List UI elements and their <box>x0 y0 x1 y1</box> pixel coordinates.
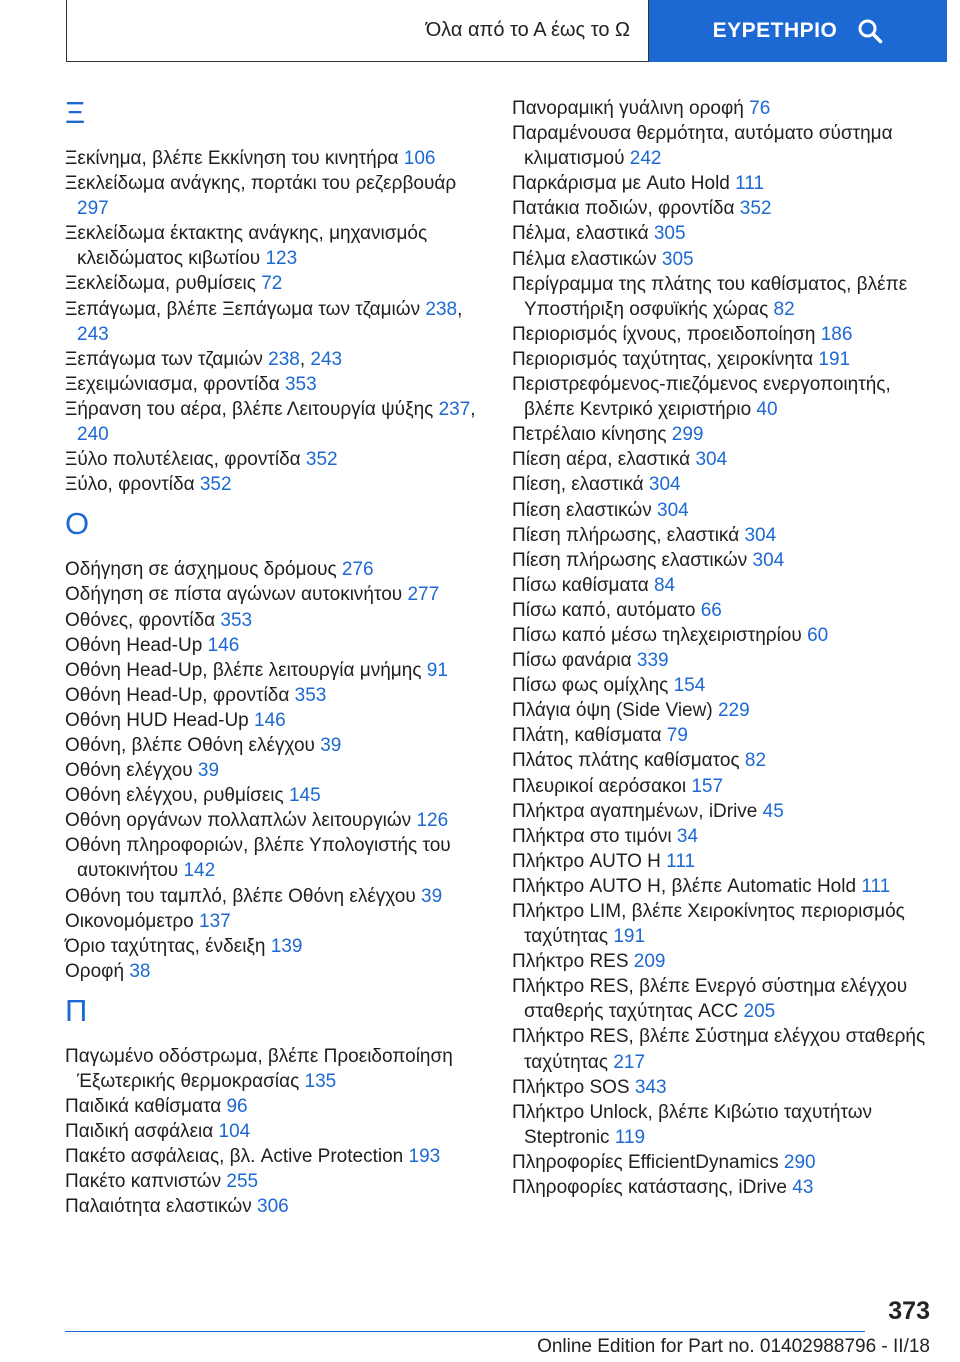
index-entry <box>512 422 932 447</box>
page-reference-link[interactable]: 299 <box>671 424 704 446</box>
index-entry-term: Οθόνη, βλέπε Οθόνη ελέγχου <box>65 734 315 756</box>
page-reference-link[interactable]: 304 <box>657 499 689 521</box>
index-entry <box>512 171 932 196</box>
index-entry <box>512 974 932 1024</box>
index-entry <box>512 96 932 121</box>
page-reference-link[interactable]: 255 <box>226 1171 259 1193</box>
page-reference-link[interactable]: 306 <box>257 1196 289 1218</box>
page-reference-link[interactable]: 139 <box>270 935 303 957</box>
index-entry-term: Οδήγηση σε πίστα αγώνων αυτοκινήτου <box>65 584 403 606</box>
page-reference-link[interactable]: 352 <box>305 449 338 471</box>
index-entry-term: Οθόνη οργάνων πολλαπλών λειτουργιών <box>65 810 412 832</box>
index-entry <box>65 557 485 582</box>
index-entry-term: Όριο ταχύτητας, ένδειξη <box>65 935 266 957</box>
tab-a-to-z[interactable] <box>66 0 649 62</box>
index-entry <box>512 949 932 974</box>
index-entry <box>512 447 932 472</box>
page-reference-link[interactable]: 353 <box>294 684 327 706</box>
page-reference-link[interactable]: 39 <box>197 760 220 782</box>
index-entry <box>512 221 932 246</box>
index-entry-term: Πατάκια ποδιών, φροντίδα <box>512 198 735 220</box>
index-entry-term: Ξεκίνημα, βλέπε Εκκίνηση του κινητήρα <box>65 148 399 169</box>
index-entry-term: Ξύλο πολυτέλειας, φροντίδα <box>65 449 301 471</box>
page-reference-link[interactable]: 145 <box>288 785 321 807</box>
index-entry-term: Οθόνη Head-Up, βλέπε λειτουργία μνήμης <box>65 659 422 681</box>
page-reference-link[interactable]: 209 <box>633 951 666 973</box>
index-entry-term: Πίεση, ελαστικά <box>512 474 644 496</box>
page-reference-link[interactable]: 243 <box>77 323 109 345</box>
index-entry-term: Ξεπάγωμα των τζαμιών <box>65 348 263 370</box>
page-reference-link[interactable]: 82 <box>744 750 767 772</box>
index-entry: Ξεπάγωμα, βλέπε Ξεπάγωμα των τζαμιών 238, 243 <box>65 298 463 345</box>
page-reference-link[interactable]: 123 <box>265 248 298 270</box>
page-reference-link[interactable]: 91 <box>426 659 448 681</box>
page-reference-link[interactable]: 238 <box>425 298 458 320</box>
page-reference-link[interactable]: 305 <box>661 248 694 270</box>
index-entry <box>65 1094 485 1119</box>
index-entry-term: Πετρέλαιο κίνησης <box>512 424 667 446</box>
index-entry <box>65 1044 485 1094</box>
index-entry <box>512 849 932 874</box>
index-entry-term: Πίεση πλήρωσης, ελαστικά <box>512 524 740 546</box>
index-entry <box>512 1150 932 1175</box>
page-reference-link[interactable]: 243 <box>310 348 343 370</box>
index-entry-term: Πέλμα ελαστικών <box>512 248 657 270</box>
page-reference-link[interactable]: 119 <box>614 1126 646 1148</box>
index-entry <box>512 774 932 799</box>
page-reference-link[interactable]: 240 <box>77 424 109 446</box>
index-entry <box>65 608 485 633</box>
index-entry <box>512 247 932 272</box>
tab-a-to-z-label: Όλα από το Α έως το Ω <box>425 19 630 41</box>
index-entry-term: Περιστρεφόμενος-πιεζόμενος ενεργοποιητής, βλέπε Κεντρικό χειριστήριο <box>512 374 891 421</box>
index-entry-term: Πλάγια όψη (Side View) <box>512 700 713 722</box>
index-entry-term: Ξεπάγωμα, βλέπε Ξεπάγωμα των τζαμιών <box>65 298 421 320</box>
index-entry <box>65 221 485 271</box>
index-entry <box>65 372 485 397</box>
index-entry <box>512 1175 932 1200</box>
footer-edition-text: Online Edition for Part no. 01402988796 - II/18 <box>537 1336 930 1357</box>
index-entry <box>512 698 932 723</box>
index-entry <box>512 548 932 573</box>
page-reference-link[interactable]: 111 <box>861 875 891 897</box>
page-reference-link[interactable]: 126 <box>416 810 449 832</box>
page-reference-link[interactable]: 353 <box>220 609 253 631</box>
page-reference-link[interactable]: 304 <box>744 524 777 546</box>
index-entry <box>65 683 485 708</box>
page-reference-link[interactable]: 146 <box>254 709 286 731</box>
page-reference-link[interactable]: 45 <box>762 800 784 822</box>
index-entry <box>65 1144 485 1169</box>
index-entry-term: Πληροφορίες κατάστασης, iDrive <box>512 1177 787 1199</box>
index-entry-term: Πίεση αέρα, ελαστικά <box>512 449 691 471</box>
index-entry <box>512 673 932 698</box>
index-entry-term: Πλήκτρο RES, βλέπε Σύστημα ελέγχου σταθερής ταχύτητας <box>512 1026 926 1073</box>
index-entry-term: Παιδική ασφάλεια <box>65 1121 214 1143</box>
page-reference-link[interactable]: 106 <box>403 148 436 169</box>
page-reference-link[interactable]: 343 <box>634 1076 667 1098</box>
page-reference-link[interactable]: 229 <box>717 700 750 722</box>
index-entry-term: Περίγραμμα της πλάτης του καθίσματος, βλέπε Υποστήριξη οσφυϊκής χώρας <box>512 273 908 320</box>
index-entry-term: Οθόνη πληροφοριών, βλέπε Υπολογιστής του αυτοκινήτου <box>65 835 451 882</box>
index-entry <box>512 1024 932 1074</box>
index-entry-term: Πίσω φως ομίχλης <box>512 675 669 697</box>
page-reference-link[interactable]: 39 <box>320 734 342 756</box>
page-reference-link[interactable]: 38 <box>129 960 151 982</box>
index-entry <box>512 1100 932 1150</box>
index-entry-term: Παλαιότητα ελαστικών <box>65 1196 252 1218</box>
index-entry <box>512 347 932 372</box>
index-entry <box>512 623 932 648</box>
index-entry <box>65 783 485 808</box>
index-entry-term: Περιορισμός ταχύτητας, χειροκίνητα <box>512 348 814 370</box>
page-reference-link[interactable]: 104 <box>218 1121 251 1143</box>
index-entry <box>65 146 485 171</box>
index-entry <box>512 899 932 949</box>
index-entry-term: Οθόνη ελέγχου, ρυθμίσεις <box>65 785 284 807</box>
index-entry-term: Παιδικά καθίσματα <box>65 1096 222 1118</box>
index-entry <box>65 833 485 883</box>
index-entry <box>512 1075 932 1100</box>
page-reference-link[interactable]: 193 <box>408 1146 441 1168</box>
top-navigation <box>66 0 947 64</box>
index-entry-term: Πλήκτρα αγαπημένων, iDrive <box>512 800 758 822</box>
index-entry <box>65 808 485 833</box>
page-reference-link[interactable]: 84 <box>653 574 676 596</box>
index-entry <box>512 322 932 347</box>
index-entry-term: Παρκάρισμα με Auto Hold <box>512 173 730 195</box>
page-reference-link[interactable]: 352 <box>739 198 772 220</box>
page-reference-link[interactable]: 111 <box>735 173 765 195</box>
index-entry-term: Οδήγηση σε άσχημους δρόμους <box>65 559 337 581</box>
page-reference-link[interactable]: 305 <box>653 223 686 245</box>
index-entry <box>65 633 485 658</box>
index-entry-term: Πληροφορίες EfficientDynamics <box>512 1151 779 1173</box>
index-entry <box>65 959 485 984</box>
index-entry-term: Οθόνες, φροντίδα <box>65 609 216 631</box>
index-entry <box>512 372 932 422</box>
page-reference-link[interactable]: 304 <box>695 449 728 471</box>
index-entry <box>65 271 485 296</box>
index-entry <box>65 708 485 733</box>
index-entry-term: Πίεση ελαστικών <box>512 499 652 521</box>
index-entry: Ξεπάγωμα των τζαμιών 238, 243 <box>65 348 343 370</box>
page-reference-link[interactable]: 290 <box>783 1151 816 1173</box>
index-entry <box>512 523 932 548</box>
index-letter-heading: Π <box>65 992 88 1028</box>
index-entry <box>65 472 485 497</box>
index-entry <box>512 598 932 623</box>
index-entry <box>512 472 932 497</box>
index-entry-term: Οικονομόμετρο <box>65 910 194 932</box>
index-entry-term: Πλάτος πλάτης καθίσματος <box>512 750 740 772</box>
index-entry-term: Πλευρικοί αερόσακοι <box>512 775 687 797</box>
index-entry-term: Πλάτη, καθίσματα <box>512 725 662 747</box>
page-reference-link[interactable]: 82 <box>773 298 795 320</box>
page-reference-link[interactable]: 154 <box>673 675 706 697</box>
page-reference-link[interactable]: 43 <box>792 1177 814 1199</box>
index-entry-term: Πίσω καπό, αυτόματο <box>512 599 696 621</box>
index-entry <box>65 1194 485 1219</box>
index-entry <box>512 196 932 221</box>
index-entry-term: Ξεκλείδωμα ανάγκης, πορτάκι του ρεζερβουάρ <box>65 173 457 195</box>
index-letter-heading: Ο <box>65 506 90 542</box>
index-entry-term: Ξύλο, φροντίδα <box>65 474 195 496</box>
index-entry-term: Οθόνη Head-Up <box>65 634 203 656</box>
index-entry <box>512 874 932 899</box>
page-reference-link[interactable]: 111 <box>666 850 696 872</box>
page-reference-link[interactable]: 353 <box>284 373 317 395</box>
index-entry <box>65 582 485 607</box>
index-entry-term: Πλήκτρα στο τιμόνι <box>512 825 672 847</box>
index-entry <box>65 909 485 934</box>
index-entry-term: Πίεση πλήρωσης ελαστικών <box>512 549 748 571</box>
tab-index[interactable] <box>649 0 947 62</box>
index-entry-term: Οθόνη ελέγχου <box>65 760 193 782</box>
index-entry-term: Οροφή <box>65 960 125 982</box>
page-reference-link[interactable]: 39 <box>421 885 443 907</box>
index-entry <box>65 1119 485 1144</box>
index-entry-term: Οθόνη του ταμπλό, βλέπε Οθόνη ελέγχου <box>65 885 416 907</box>
page-reference-link[interactable]: 217 <box>613 1051 646 1073</box>
page-reference-link[interactable]: 142 <box>183 860 216 882</box>
index-entry-term: Πακέτο ασφάλειας, βλ. Active Protection <box>65 1146 404 1168</box>
index-entry-term: Πλήκτρο LIM, βλέπε Χειροκίνητος περιορισμός ταχύτητας <box>512 901 905 948</box>
index-entry-term: Πλήκτρο SOS <box>512 1076 630 1098</box>
index-entry: Ξήρανση του αέρα, βλέπε Λειτουργία ψύξης 237, 240 <box>65 398 476 446</box>
index-entry <box>512 723 932 748</box>
index-entry-term: Ξήρανση του αέρα, βλέπε Λειτουργία ψύξης <box>65 398 434 420</box>
index-entry <box>65 758 485 783</box>
index-entry <box>65 1169 485 1194</box>
index-entry-term: Πέλμα, ελαστικά <box>512 223 649 245</box>
page-reference-link[interactable]: 157 <box>691 775 724 797</box>
page-reference-link[interactable]: 135 <box>304 1071 337 1092</box>
index-entry <box>512 573 932 598</box>
index-column-right <box>512 96 932 1200</box>
page-reference-link[interactable]: 339 <box>636 650 669 672</box>
index-entry-term: Ξεκλείδωμα, ρυθμίσεις <box>65 273 256 295</box>
index-entry-term: Πίσω καθίσματα <box>512 574 649 596</box>
index-entry <box>512 121 932 171</box>
search-icon[interactable] <box>857 18 883 44</box>
page-reference-link[interactable]: 237 <box>438 398 471 420</box>
page-reference-link[interactable]: 297 <box>77 198 109 220</box>
index-entry <box>65 171 485 221</box>
page-reference-link[interactable]: 146 <box>207 634 240 656</box>
page-reference-link[interactable]: 304 <box>752 549 785 571</box>
index-entry-term: Πανοραμική γυάλινη οροφή <box>512 98 744 119</box>
index-entry-term: Πλήκτρο AUTO H, βλέπε Automatic Hold <box>512 875 857 897</box>
page-reference-link[interactable]: 79 <box>666 725 688 747</box>
index-entry <box>65 934 485 959</box>
page-reference-link[interactable]: 277 <box>407 584 440 606</box>
index-entry <box>512 498 932 523</box>
page-reference-link[interactable]: 191 <box>818 348 851 370</box>
index-entry-term: Οθόνη HUD Head-Up <box>65 709 249 731</box>
page-reference-link[interactable]: 40 <box>756 399 778 421</box>
index-entry <box>512 648 932 673</box>
index-entry-term: Παγωμένο οδόστρωμα, βλέπε Προειδοποίηση Έξωτερικής θερμοκρασίας <box>65 1045 453 1092</box>
page-reference-link[interactable]: 60 <box>807 624 829 646</box>
index-letter-heading: Ξ <box>65 95 86 130</box>
index-entry-term: Πίσω φανάρια <box>512 650 632 672</box>
index-column-left <box>65 96 485 1220</box>
page-reference-link[interactable]: 96 <box>226 1096 248 1118</box>
page-reference-link[interactable]: 304 <box>648 474 681 496</box>
page-reference-link[interactable]: 76 <box>749 98 771 119</box>
footer-divider <box>65 1331 865 1332</box>
index-entry-term: Ξεκλείδωμα έκτακτης ανάγκης, μηχανισμός κλειδώματος κιβωτίου <box>65 223 428 270</box>
page-reference-link[interactable]: 72 <box>261 273 283 295</box>
index-entry-term: Παραμένουσα θερμότητα, αυτόματο σύστημα κλιματισμού <box>512 123 893 170</box>
page-reference-link[interactable]: 242 <box>629 148 662 170</box>
page-reference-link[interactable]: 276 <box>341 559 374 581</box>
index-entry-term: Περιορισμός ίχνους, προειδοποίηση <box>512 323 816 345</box>
index-entry <box>512 748 932 773</box>
index-entry-term: Πλήκτρο AUTO H <box>512 850 661 872</box>
page-reference-link[interactable]: 137 <box>199 910 231 932</box>
index-entry-term: Ξεχειμώνιασμα, φροντίδα <box>65 373 280 395</box>
index-entry <box>65 884 485 909</box>
index-entry <box>65 658 485 683</box>
page-reference-link[interactable]: 34 <box>676 825 699 847</box>
index-entry <box>65 447 485 472</box>
page-reference-link[interactable]: 191 <box>613 926 646 948</box>
page-reference-link[interactable]: 205 <box>743 1001 776 1023</box>
index-entry-term: Πακέτο καπνιστών <box>65 1171 222 1193</box>
page-reference-link[interactable]: 238 <box>268 348 300 370</box>
page-reference-link[interactable]: 66 <box>700 599 722 621</box>
index-entry-term: Πλήκτρο RES <box>512 951 629 973</box>
page-number: 373 <box>888 1297 930 1325</box>
page-reference-link[interactable]: 186 <box>820 323 853 345</box>
tab-index-label: ΕΥΡΕΤΗΡΙΟ <box>712 19 838 42</box>
index-entry-term: Πλήκτρο Unlock, βλέπε Κιβώτιο ταχυτήτων Steptronic <box>512 1101 873 1148</box>
index-entry-term: Οθόνη Head-Up, φροντίδα <box>65 684 290 706</box>
index-entry <box>65 733 485 758</box>
index-entry <box>512 799 932 824</box>
page-reference-link[interactable]: 352 <box>199 474 232 496</box>
index-entry <box>512 824 932 849</box>
index-entry-term: Πίσω καπό μέσω τηλεχειριστηρίου <box>512 624 802 646</box>
index-entry <box>512 272 932 322</box>
index-entry-term: Πλήκτρο RES, βλέπε Ενεργό σύστημα ελέγχου σταθερής ταχύτητας ACC <box>512 976 908 1023</box>
